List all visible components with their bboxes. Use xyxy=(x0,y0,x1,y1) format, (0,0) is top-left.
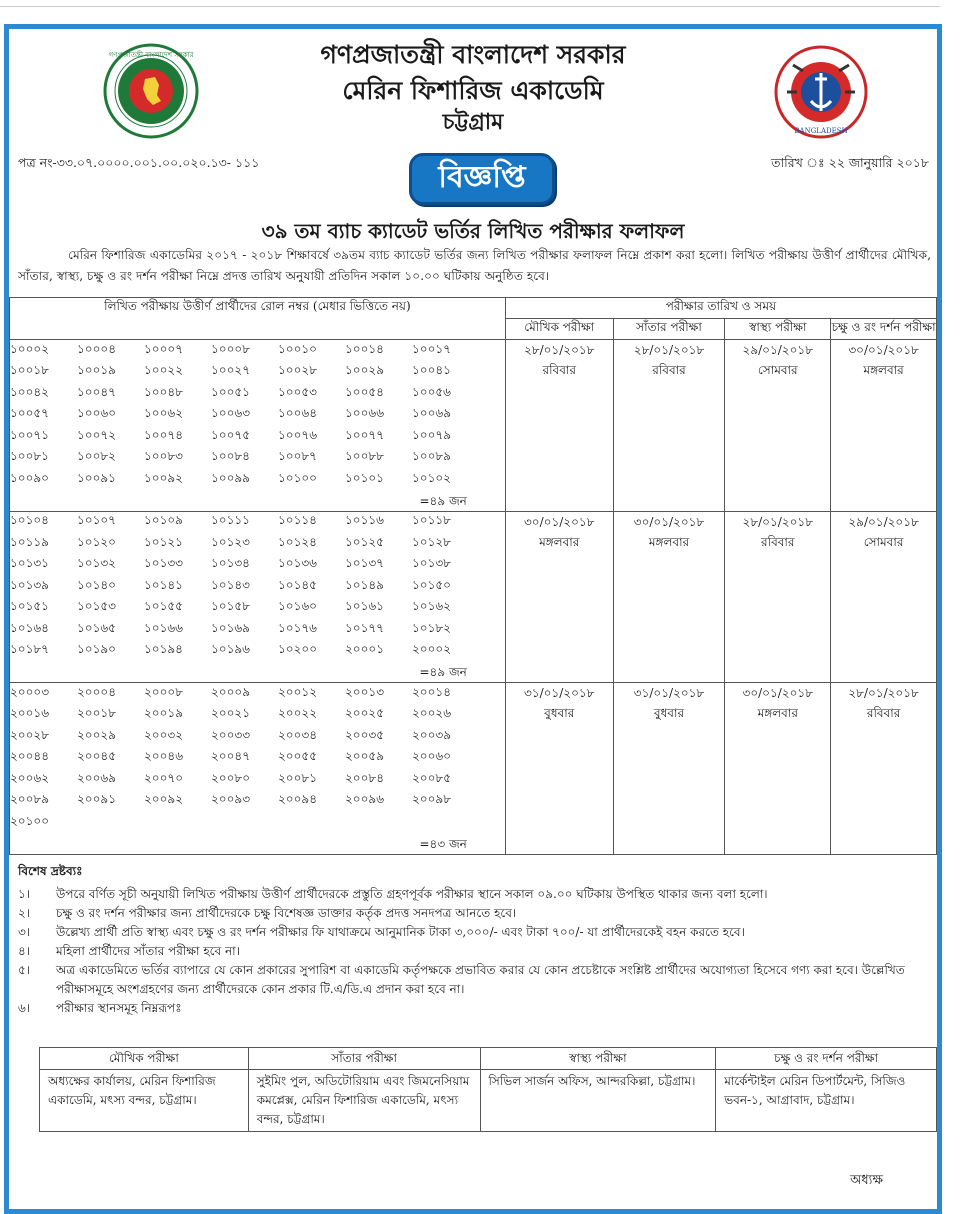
roll-number: ১০০০৪ xyxy=(77,341,116,356)
roll-number: ১০০০৭ xyxy=(144,341,183,356)
group-total: =৪৯ জন xyxy=(419,665,467,679)
intro-paragraph: মেরিন ফিশারিজ একাডেমির ২০১৭ - ২০১৮ শিক্ষাবর্ষে ৩৯তম ব্যাচ ক্যাডেট ভর্তির জন্য লিখিত পরীক্ষার ফলাফল নিম্নে প্রকাশ করা হলো। লিখিত পরীক্ষায় উত্তীর্ণ প্রার্থীদের মৌখিক, সাঁতার, স্বাস্থ্য, চক্ষু ও রং দর্শন পরীক্ষা নিম্নে প্রদত্ত তারিখ অনুযায়ী প্রতিদিন সকাল ১০.০০ ঘটিকায় অনুষ্ঠিত হবে। xyxy=(18,248,931,283)
roll-number: ২০০৯৩ xyxy=(211,792,250,807)
note-text: মহিলা প্রার্থীদের সাঁতার পরীক্ষা হবে না। xyxy=(56,944,240,958)
roll-row xyxy=(10,469,505,491)
roll-number: ১০১৯৪ xyxy=(144,642,183,657)
exam-day: মঙ্গলবার xyxy=(648,534,690,549)
roll-number: ২০০১৩ xyxy=(345,684,384,699)
venue-header: স্বাস্থ্য পরীক্ষা xyxy=(480,1048,716,1070)
roll-number: ১০০৫৪ xyxy=(345,384,384,399)
exam-day: রবিবার xyxy=(866,706,901,720)
roll-list xyxy=(10,340,506,512)
exam-date: ২৮/০১/২০১৮ xyxy=(742,514,813,529)
roll-row xyxy=(10,576,505,598)
roll-number: ১০০৪১ xyxy=(412,363,451,378)
roll-number: ২০০৮৯ xyxy=(10,792,49,807)
schedule-header: পরীক্ষার তারিখ ও সময় xyxy=(505,298,936,319)
note-number: ৪। xyxy=(18,944,31,958)
result-group xyxy=(10,340,937,512)
notes-heading: বিশেষ দ্রষ্টব্যঃ xyxy=(18,864,83,878)
roll-number: ১০০৭৫ xyxy=(211,427,250,442)
roll-number: ২০০৫৫ xyxy=(278,749,317,764)
roll-number: ১০০৮৯ xyxy=(412,449,451,464)
roll-number: ১০১৩৩ xyxy=(144,556,183,571)
roll-number: ১০১৫৮ xyxy=(211,599,250,614)
roll-number: ১০০৮৪ xyxy=(211,449,250,464)
roll-row xyxy=(10,769,505,791)
exam-schedule xyxy=(725,340,831,512)
roll-number: ২০০৩৪ xyxy=(278,727,317,742)
roll-header: লিখিত পরীক্ষায় উত্তীর্ণ প্রার্থীদের রোল নম্বর (মেধার ভিত্তিতে নয়) xyxy=(10,298,506,340)
memo-number: পত্র নং-৩৩.০৭.০০০০.০০১.০০.০২০.১৩- ১১১ xyxy=(18,155,260,170)
exam-date: ২৮/০১/২০১৮ xyxy=(524,343,595,357)
roll-number: ১০১৪১ xyxy=(144,577,183,592)
roll-number: ১০০১৯ xyxy=(77,363,116,378)
roll-list xyxy=(10,511,506,683)
roll-number: ১০১০১ xyxy=(345,470,384,485)
roll-number: ২০০১৮ xyxy=(77,706,116,721)
exam-schedule xyxy=(505,340,613,512)
roll-number: ১০১০৪ xyxy=(10,513,49,528)
roll-number: ২০০৩২ xyxy=(144,727,184,742)
roll-number: ২০০৬০ xyxy=(412,749,452,764)
roll-row xyxy=(10,533,505,555)
venue-health: সিভিল সার্জন অফিস, আন্দরকিল্লা, চট্টগ্রাম। xyxy=(480,1070,716,1132)
roll-number: ২০০৯৪ xyxy=(278,792,317,807)
note-number: ৬। xyxy=(18,1001,31,1015)
roll-row xyxy=(10,683,505,705)
roll-number: ১০০২৯ xyxy=(345,363,384,378)
note-item xyxy=(18,885,929,904)
exam-date: ২৮/০১/২০১৮ xyxy=(848,686,919,700)
roll-number: ১০০৬৪ xyxy=(278,406,317,421)
roll-number: ২০০৮৫ xyxy=(412,770,451,785)
roll-number: ২০০০৯ xyxy=(211,684,250,699)
roll-number: ১০০০৮ xyxy=(211,341,250,356)
exam-date: ৩০/০১/২০১৮ xyxy=(742,686,813,700)
roll-row xyxy=(10,555,505,577)
roll-row xyxy=(10,383,505,405)
roll-number: ১০১৩৪ xyxy=(211,556,250,571)
exam-date: ৩০/০১/২০১৮ xyxy=(524,514,595,529)
roll-number: ১০১২১ xyxy=(144,534,183,549)
roll-number: ২০০৯১ xyxy=(77,792,116,807)
roll-number: ২০০৬২ xyxy=(10,770,50,785)
roll-number: ১০১৪৩ xyxy=(211,577,250,592)
roll-number: ১০০৯২ xyxy=(144,470,183,485)
roll-number: ২০০৮০ xyxy=(211,770,250,785)
roll-number: ১০১৪৯ xyxy=(345,577,384,592)
emblem-text: BANGLADESH xyxy=(794,127,848,135)
exam-date: ২৯/০১/২০১৮ xyxy=(742,343,813,357)
roll-number: ২০০৯৮ xyxy=(412,792,451,807)
exam-schedule xyxy=(505,511,613,683)
roll-row xyxy=(10,705,505,727)
exam-schedule xyxy=(505,683,613,855)
roll-number: ১০১৬৬ xyxy=(144,620,183,635)
roll-number: ১০০৪২ xyxy=(10,384,49,399)
roll-row xyxy=(10,619,505,641)
government-title: গণপ্রজাতন্ত্রী বাংলাদেশ সরকার xyxy=(320,40,626,69)
venue-viva: অধ্যক্ষের কার্যালয়, মেরিন ফিশারিজ একাডেমি, মৎস্য বন্দর, চট্টগ্রাম। xyxy=(40,1070,249,1132)
roll-number: ২০০৪৭ xyxy=(211,749,250,764)
roll-number: ১০০২২ xyxy=(144,363,183,378)
roll-number: ১০০৭২ xyxy=(77,427,116,442)
roll-number: ১০১৩৬ xyxy=(278,556,317,571)
exam-date: ৩১/০১/২০১৮ xyxy=(633,686,705,700)
top-rule xyxy=(0,6,940,7)
roll-number: ১০১৩৯ xyxy=(10,577,49,592)
roll-row xyxy=(10,405,505,427)
roll-number: ১০০৬৬ xyxy=(345,406,384,421)
note-number: ৫। xyxy=(18,963,31,977)
notice-badge: বিজ্ঞপ্তি xyxy=(409,153,555,205)
roll-number: ২০০৪৬ xyxy=(144,749,183,764)
roll-number: ২০০৩৩ xyxy=(211,727,251,742)
exam-schedule xyxy=(831,683,937,855)
roll-number: ২০০৫৯ xyxy=(345,749,384,764)
roll-number: ১০০৭৯ xyxy=(412,427,451,442)
roll-number: ১০১৬১ xyxy=(345,599,384,614)
roll-row xyxy=(10,812,505,834)
exam-date: ৩০/০১/২০১৮ xyxy=(633,514,705,529)
roll-number: ১০০৮৭ xyxy=(278,449,317,464)
exam-date: ২৯/০১/২০১৮ xyxy=(848,514,919,529)
roll-number: ২০০২২ xyxy=(278,706,318,721)
roll-number: ১০০১৮ xyxy=(10,363,49,378)
exam-date: ৩০/০১/২০১৮ xyxy=(848,343,919,357)
roll-number: ১০০৯০ xyxy=(10,470,49,485)
roll-number: ১০০৫৬ xyxy=(412,384,451,399)
exam-day: মঙ্গলবার xyxy=(863,363,904,377)
roll-number: ২০০৮১ xyxy=(278,770,317,785)
roll-number: ১০১১৬ xyxy=(345,513,384,528)
roll-number: ১০১৩৮ xyxy=(412,556,451,571)
roll-number: ২০০৪৫ xyxy=(77,749,116,764)
col-viva: মৌখিক পরীক্ষা xyxy=(505,319,613,340)
roll-number: ১০১১১ xyxy=(211,513,250,528)
roll-number: ১০০৯৯ xyxy=(211,470,250,485)
note-text: চক্ষু ও রং দর্শন পরীক্ষার জন্য প্রার্থীদেরকে চক্ষু বিশেষজ্ঞ ডাক্তার কর্তৃক প্রদত্ত সনদপত্র আনতে হবে। xyxy=(56,906,517,920)
note-text: উল্লেখ্য প্রার্থী প্রতি স্বাস্থ্য এবং চক্ষু ও রং দর্শন পরীক্ষার ফি যাথাক্রমে আনুমানিক টাকা ৩,০০০/- এবং টাকা ৭০০/- যা প্রার্থীদেরকেই বহন করতে হবে। xyxy=(56,925,745,939)
note-item xyxy=(18,942,929,961)
roll-number: ১০১০৭ xyxy=(77,513,116,528)
city-name: চট্টগ্রাম xyxy=(442,109,504,135)
roll-number: ২০০৬৯ xyxy=(77,770,116,785)
exam-schedule xyxy=(831,511,937,683)
roll-number: ২০০৩৫ xyxy=(345,727,384,742)
roll-number: ১০০৫১ xyxy=(211,384,250,399)
exam-day: রবিবার xyxy=(761,534,795,549)
roll-number: ১০০৬৩ xyxy=(211,406,250,421)
roll-number: ১০১২০ xyxy=(77,534,116,549)
note-text: পরীক্ষার স্থানসমূহ নিম্নরূপঃ xyxy=(56,1001,182,1015)
exam-schedule xyxy=(613,683,725,855)
roll-number: ১০১২৩ xyxy=(211,534,250,549)
roll-row xyxy=(10,448,505,470)
roll-number: ২০০৮৪ xyxy=(345,770,384,785)
roll-list xyxy=(10,683,506,855)
col-eye: চক্ষু ও রং দর্শন পরীক্ষা xyxy=(831,319,937,340)
roll-number: ২০০০৮ xyxy=(144,684,183,699)
exam-schedule xyxy=(725,683,831,855)
col-swimming: সাঁতার পরীক্ষা xyxy=(613,319,725,340)
roll-number: ২০০০১ xyxy=(345,642,384,657)
result-group xyxy=(10,683,937,855)
roll-number: ১০১৯৬ xyxy=(211,642,250,657)
roll-row xyxy=(10,726,505,748)
exam-date: ২৮/০১/২০১৮ xyxy=(633,343,705,357)
roll-row xyxy=(10,512,505,534)
exam-day: রবিবার xyxy=(542,363,576,377)
roll-number: ২০০৩৯ xyxy=(412,727,451,742)
note-number: ১। xyxy=(18,887,31,901)
col-health: স্বাস্থ্য পরীক্ষা xyxy=(725,319,831,340)
roll-number: ১০১০০ xyxy=(278,470,317,485)
roll-number: ১০১৮২ xyxy=(412,620,451,635)
special-notes xyxy=(18,863,929,1018)
roll-number: ১০১১৮ xyxy=(412,513,451,528)
roll-number: ১০০৬২ xyxy=(144,406,183,421)
roll-number: ২০০৯৬ xyxy=(345,792,384,807)
roll-number: ২০০১৯ xyxy=(144,706,183,721)
roll-number: ১০১২৮ xyxy=(412,534,451,549)
roll-number: ২০০২৯ xyxy=(77,727,116,742)
notice-title: ৩৯ তম ব্যাচ ক্যাডেট ভর্তির লিখিত পরীক্ষার ফলাফল xyxy=(261,219,685,243)
roll-number: ১০১৮৭ xyxy=(10,642,49,657)
roll-number: ২০০২৮ xyxy=(10,727,49,742)
roll-number: ১০০৪৭ xyxy=(77,384,116,399)
exam-day: মঙ্গলবার xyxy=(757,706,798,720)
note-text: অত্র একাডেমিতে ভর্তির ব্যাপারে যে কোন প্রকারের সুপারিশ বা একাডেমি কর্তৃপক্ষকে প্রভাবিত করার যে কোন প্রচেষ্টাকে সংশ্লিষ্ট প্রার্থীদের অযোগ্যতা হিসেবে গণ্য করা হবে। উল্লেখিত পরীক্ষাসমূহে অংশগ্রহণের জন্য প্রার্থীদেরকে কোন প্রকার টি.এ/ডি.এ প্রদান করা হবে না। xyxy=(56,963,905,996)
roll-number: ২০০০৪ xyxy=(77,684,116,699)
note-item xyxy=(18,923,929,942)
roll-number: ১০১২৪ xyxy=(278,534,317,549)
roll-number: ১০১৭৭ xyxy=(345,620,384,635)
group-total: =৪৯ জন xyxy=(419,493,467,508)
exam-schedule xyxy=(831,340,937,512)
roll-number: ১০০১০ xyxy=(278,341,317,356)
roll-number: ১০০৭৪ xyxy=(144,427,183,442)
roll-number: ২০০১৬ xyxy=(10,706,49,721)
results-table xyxy=(9,297,937,855)
roll-number: ১০০২৮ xyxy=(278,363,317,378)
roll-number: ২০০০৩ xyxy=(10,684,50,699)
roll-number: ১০১৪৫ xyxy=(278,577,317,592)
roll-number: ২০০২৬ xyxy=(412,706,452,721)
roll-number: ১০০১৭ xyxy=(412,341,451,356)
roll-number: ১০১৯০ xyxy=(77,642,116,657)
roll-number: ১০১৭৬ xyxy=(278,620,317,635)
roll-number: ২০০০২ xyxy=(412,642,452,657)
roll-number: ১০১০৯ xyxy=(144,513,183,528)
roll-number: ১০০৮৮ xyxy=(345,449,384,464)
venue-header: চক্ষু ও রং দর্শন পরীক্ষা xyxy=(716,1048,937,1070)
roll-number: ১০১৬৪ xyxy=(10,620,49,635)
roll-number: ১০০৪৮ xyxy=(144,384,183,399)
academy-name: মেরিন ফিশারিজ একাডেমি xyxy=(342,76,604,105)
roll-row xyxy=(10,340,505,362)
roll-number: ১০০৮২ xyxy=(77,449,116,464)
note-number: ৩। xyxy=(18,925,31,939)
roll-number: ১০১৩৭ xyxy=(345,556,384,571)
note-text: উপরে বর্ণিত সূচী অনুযায়ী লিখিত পরীক্ষায় উত্তীর্ণ প্রার্থীদেরকে প্রস্তুতি গ্রহণপূর্বক পরীক্ষার স্থানে সকাল ০৯.০০ ঘটিকায় উপস্থিত থাকার জন্য বলা হলো। xyxy=(56,887,768,901)
roll-number: ১০০৭৭ xyxy=(345,427,384,442)
roll-number: ১০১৬৯ xyxy=(211,620,250,635)
roll-number: ১০০৬০ xyxy=(77,406,116,421)
roll-number: ২০০৭০ xyxy=(144,770,184,785)
roll-row xyxy=(10,641,505,663)
roll-number: ১০১৩২ xyxy=(77,556,116,571)
exam-schedule xyxy=(725,511,831,683)
roll-row xyxy=(10,791,505,813)
roll-number: ১০০২৭ xyxy=(211,363,250,378)
note-item xyxy=(18,999,929,1018)
roll-number: ১০০৫৭ xyxy=(10,406,49,421)
note-item xyxy=(18,904,929,923)
roll-number: ১০১৪০ xyxy=(77,577,116,592)
signature: অধ্যক্ষ xyxy=(850,1173,883,1188)
roll-number: ১০২০০ xyxy=(278,642,317,657)
roll-number: ১০১০২ xyxy=(412,470,451,485)
notice-date: তারিখ ঃ ২২ জানুয়ারি ২০১৮ xyxy=(771,155,929,170)
roll-number: ১০১৬০ xyxy=(278,599,317,614)
venue-swimming: সুইমিং পুল, অডিটোরিয়াম এবং জিমনেসিয়াম কমপ্লেক্স, মেরিন ফিশারিজ একাডেমি, মৎস্য বন্দর, চট্টগ্রাম। xyxy=(248,1070,480,1132)
exam-day: সোমবার xyxy=(863,534,904,549)
roll-number: ১০০৫৩ xyxy=(278,384,317,399)
venue-eye: মার্কেন্টাইল মেরিন ডিপার্টমেন্ট, সিজিও ভবন-১, আগ্রাবাদ, চট্টগ্রাম। xyxy=(716,1070,937,1132)
venue-header: সাঁতার পরীক্ষা xyxy=(248,1048,480,1070)
roll-number: ১০০৬৯ xyxy=(412,406,451,421)
roll-row xyxy=(10,426,505,448)
venue-header: মৌখিক পরীক্ষা xyxy=(40,1048,249,1070)
roll-number: ২০০১২ xyxy=(278,684,317,699)
exam-day: সোমবার xyxy=(757,363,798,377)
roll-number: ১০০৭১ xyxy=(10,427,49,442)
group-total: =৪৩ জন xyxy=(419,836,467,851)
exam-day: রবিবার xyxy=(652,363,686,377)
roll-number: ১০১৬২ xyxy=(412,599,451,614)
roll-number: ১০১৫৩ xyxy=(77,599,116,614)
roll-number: ২০০৯২ xyxy=(144,792,183,807)
exam-date: ৩১/০১/২০১৮ xyxy=(524,686,595,700)
roll-number: ১০১৩১ xyxy=(10,556,49,571)
venues-table xyxy=(39,1047,937,1132)
roll-number: ১০১৫৫ xyxy=(144,599,183,614)
roll-number: ২০০১৪ xyxy=(412,684,451,699)
roll-number: ১০০৮৩ xyxy=(144,449,183,464)
roll-number: ১০০৭৬ xyxy=(278,427,317,442)
roll-number: ১০১১৯ xyxy=(10,534,49,549)
roll-number: ১০১৬৫ xyxy=(77,620,116,635)
exam-schedule xyxy=(613,511,725,683)
note-number: ২। xyxy=(18,906,31,920)
roll-number: ১০০১৪ xyxy=(345,341,384,356)
roll-number: ১০০৮১ xyxy=(10,449,49,464)
exam-day: বুধবার xyxy=(544,706,575,720)
result-group xyxy=(10,511,937,683)
roll-number: ২০০৪৪ xyxy=(10,749,49,764)
roll-number: ২০১০০ xyxy=(10,813,49,828)
roll-number: ২০০২১ xyxy=(211,706,250,721)
exam-day: মঙ্গলবার xyxy=(539,534,580,549)
exam-schedule xyxy=(613,340,725,512)
notice-frame xyxy=(4,24,942,1214)
roll-number: ১০১৫১ xyxy=(10,599,49,614)
roll-number: ১০১২৫ xyxy=(345,534,384,549)
roll-number: ১০১১৪ xyxy=(278,513,317,528)
exam-day: বুধবার xyxy=(653,706,685,720)
roll-number: ১০০৯১ xyxy=(77,470,116,485)
note-item xyxy=(18,961,929,999)
roll-number: ২০০২৫ xyxy=(345,706,384,721)
roll-row xyxy=(10,598,505,620)
roll-row xyxy=(10,748,505,770)
roll-number: ১০০০২ xyxy=(10,341,49,356)
roll-row xyxy=(10,362,505,384)
seal-text: গণপ্রজাতন্ত্রী বাংলাদেশ সরকার xyxy=(108,51,194,59)
roll-number: ১০১৫০ xyxy=(412,577,451,592)
